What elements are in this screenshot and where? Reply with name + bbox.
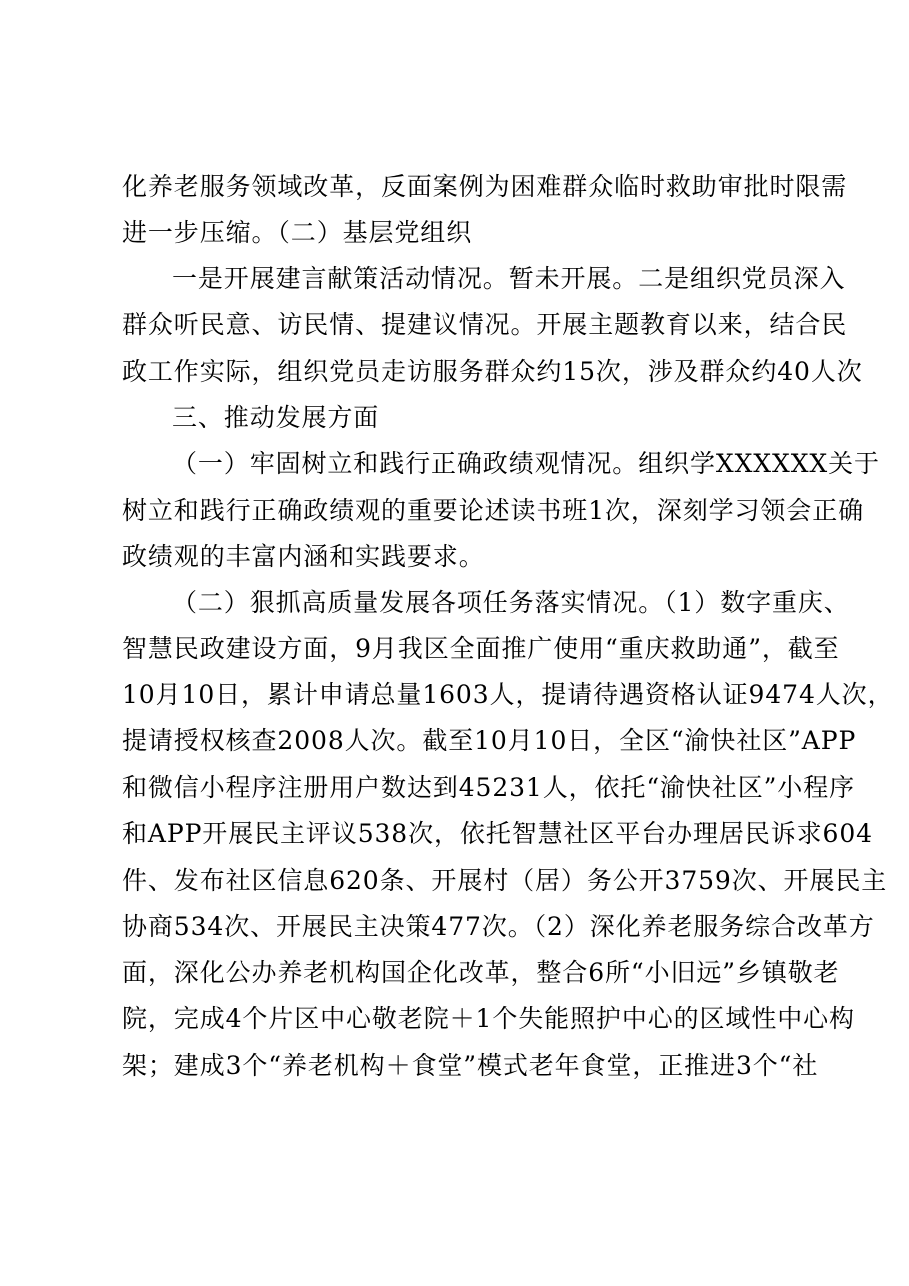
text-line: 件、发布社区信息620条、开展村（居）务公开3759次、开展民主 (122, 866, 888, 895)
text-line: 树立和践行正确政绩观的重要论述读书班1次，深刻学习领会正确 (122, 496, 865, 525)
text-line: （一）牢固树立和践行正确政绩观情况。组织学XXXXXX关于 (172, 449, 880, 478)
text-line: 面，深化公办养老机构国企化改革，整合6所“小旧远”乡镇敬老 (122, 958, 840, 987)
text-line: 群众听民意、访民情、提建议情况。开展主题教育以来，结合民 (122, 310, 848, 339)
text-line: 和微信小程序注册用户数达到45231人，依托“渝快社区”小程序 (122, 773, 855, 802)
text-line: 协商534次、开展民主决策477次。（2）深化养老服务综合改革方 (122, 912, 875, 941)
text-line: 政绩观的丰富内涵和实践要求。 (122, 542, 485, 571)
text-line: 提请授权核查2008人次。截至10月10日，全区“渝快社区”APP (122, 726, 857, 755)
text-line: 一是开展建言献策活动情况。暂未开展。二是组织党员深入 (172, 264, 846, 293)
text-line: 10月10日，累计申请总量1603人，提请待遇资格认证9474人次， (122, 680, 894, 709)
text-line: 进一步压缩。（二）基层党组织 (122, 218, 473, 247)
text-line: 化养老服务领域改革，反面案例为困难群众临时救助审批时限需 (122, 172, 848, 201)
text-line: 院，完成4个片区中心敬老院＋1个失能照护中心的区域性中心构 (122, 1004, 855, 1033)
text-line: 和APP开展民主评议538次，依托智慧社区平台办理居民诉求604 (122, 819, 873, 848)
text-line: 政工作实际，组织党员走访服务群众约15次，涉及群众约40人次 (122, 357, 863, 386)
text-line: 智慧民政建设方面，9月我区全面推广使用“重庆救助通”，截至 (122, 634, 840, 663)
section-heading: 三、推动发展方面 (172, 403, 380, 432)
text-line: （二）狠抓高质量发展各项任务落实情况。（1）数字重庆、 (172, 588, 850, 617)
text-line: 架；建成3个“养老机构＋食堂”模式老年食堂，正推进3个“社 (122, 1051, 819, 1080)
